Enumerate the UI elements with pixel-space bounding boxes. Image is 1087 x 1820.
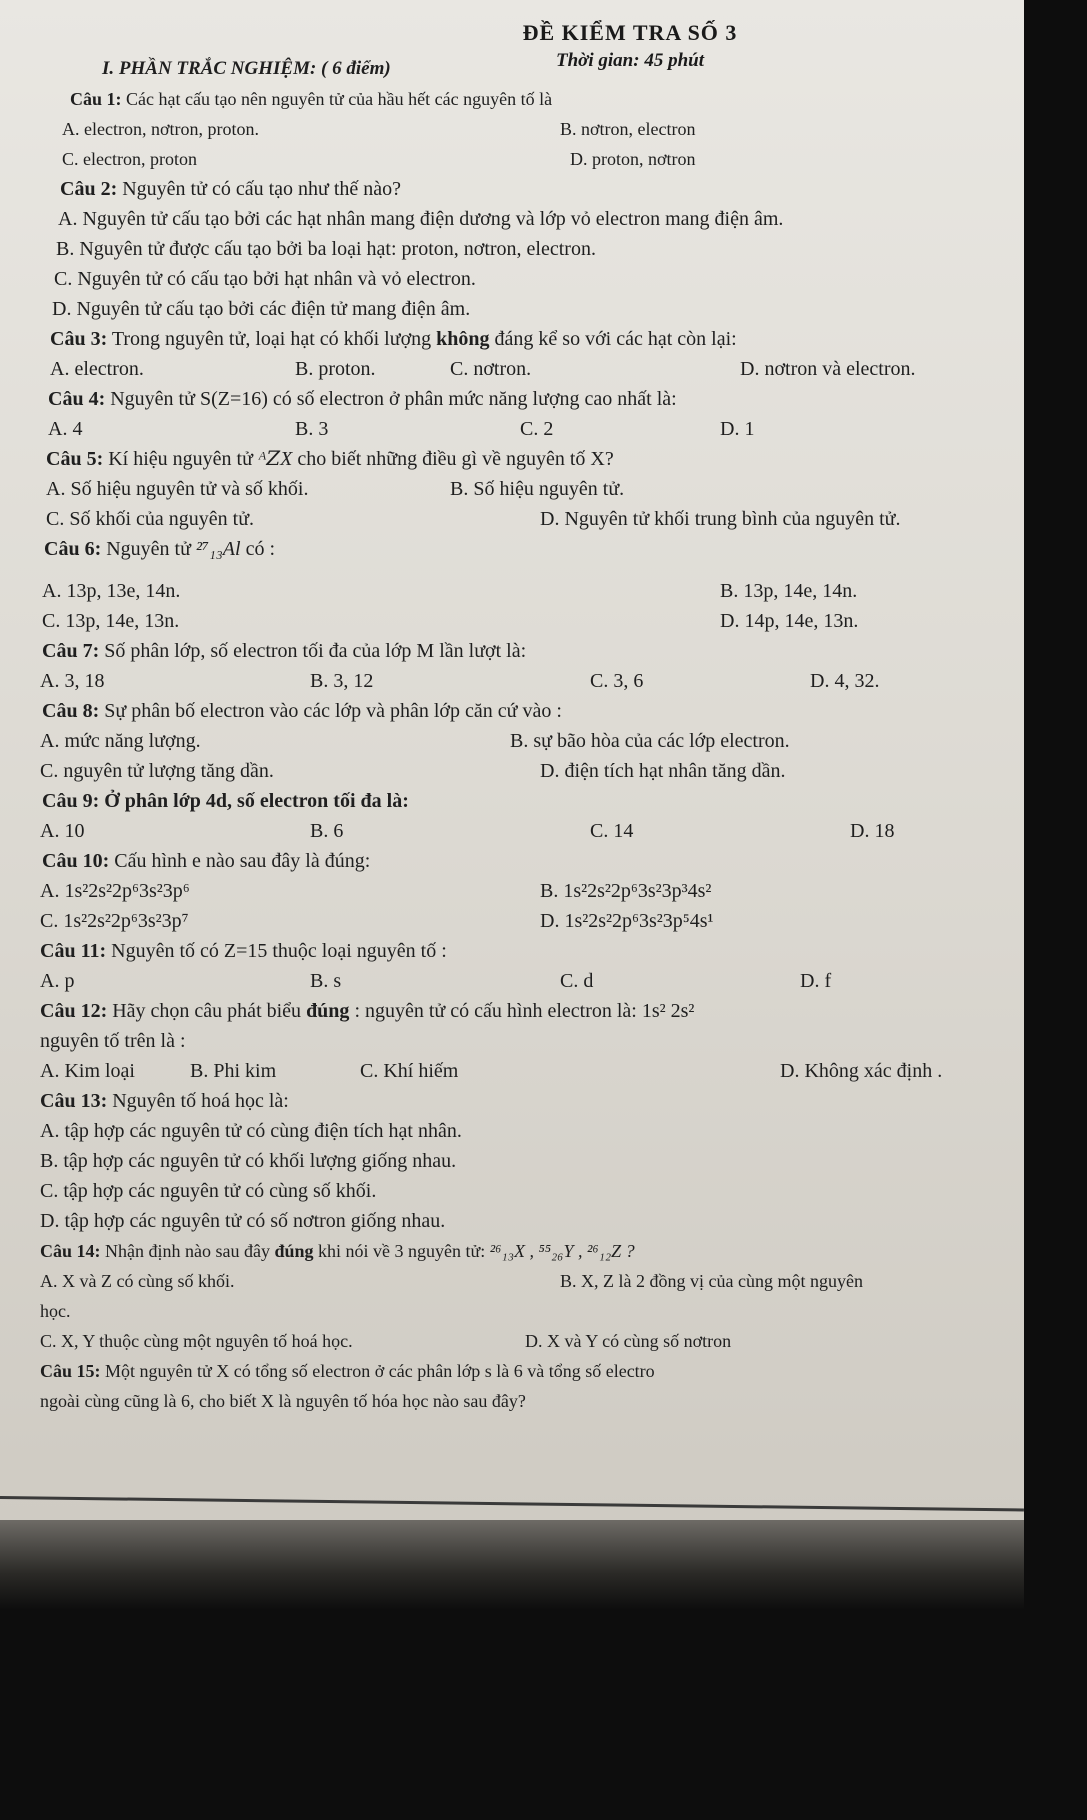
option-d-row [40,294,1025,324]
options-row [40,1326,1025,1356]
question-1 [40,84,1025,114]
question-2 [40,174,1025,204]
question-label: Câu 5: [46,448,104,470]
option-b: B. 3 [295,418,329,440]
question-text: Nhận định nào sau đây [105,1241,270,1261]
question-label: Câu 7: [42,640,100,662]
question-label: Câu 2: [60,178,118,200]
question-6 [40,534,1025,576]
option-c: C. 13p, 14e, 13n. [42,610,180,632]
option-c: C. 3, 6 [590,670,644,692]
options-row [40,756,1025,786]
question-9 [40,786,1025,816]
question-text-2: có : [245,538,276,560]
options-row [40,504,1025,534]
question-label: Câu 3: [50,328,108,350]
question-text: Nguyên tố có Z=15 thuộc loại nguyên tố : [111,940,447,962]
option-a: A. Số hiệu nguyên tử và số khối. [46,478,309,500]
option-c: C. X, Y thuộc cùng một nguyên tố hoá học. [40,1331,353,1351]
question-label: Câu 15: [40,1361,101,1381]
question-label: Câu 14: [40,1241,101,1261]
option-d: D. 4, 32. [810,670,880,692]
options-row [40,966,1025,996]
question-13 [40,1086,1025,1116]
options-row [40,144,1025,174]
option-b: B. 6 [310,820,344,842]
option-d: D. f [800,970,832,992]
question-11 [40,936,1025,966]
option-c: C. d [560,970,594,992]
question-label: Câu 4: [48,388,106,410]
option-b-tail: học. [40,1301,71,1321]
option-d: D. Không xác định . [780,1060,943,1082]
question-text: Các hạt cấu tạo nên nguyên tử của hầu hết các nguyên tố là [126,89,553,109]
option-a: A. X và Z có cùng số khối. [40,1271,235,1291]
question-text-3: nguyên tố trên là : [40,1030,186,1052]
footer-rule [0,1496,1024,1512]
question-label: Câu 10: [42,850,110,872]
option-b: B. 13p, 14e, 14n. [720,580,858,602]
option-a-row [40,1116,1025,1146]
question-8 [40,696,1025,726]
option-b: B. nơtron, electron [560,119,696,139]
question-label: Câu 6: [44,538,102,560]
option-a: A. electron, nơtron, proton. [62,119,259,139]
question-7 [40,636,1025,666]
question-label: Câu 8: [42,700,100,722]
option-d: D. Nguyên tử cấu tạo bởi các điện tử mang điện âm. [52,298,471,320]
question-15 [40,1356,1025,1386]
question-text: Kí hiệu nguyên tử [108,448,253,470]
option-c: C. 2 [520,418,554,440]
section-title: I. PHẦN TRẮC NGHIỆM: ( 6 điểm) [102,58,391,79]
option-a: A. mức năng lượng. [40,730,201,752]
options-row [40,354,1025,384]
question-10 [40,846,1025,876]
question-emphasis: đúng [274,1241,314,1261]
option-a: A. 1s²2s²2p⁶3s²3p⁶ [40,880,190,902]
option-d: D. proton, nơtron [570,149,696,169]
option-a: A. 13p, 13e, 14n. [42,580,181,602]
option-b: B. sự bão hòa của các lớp electron. [510,730,790,752]
question-text-2: : nguyên tử có cấu hình electron là: 1s² 2s² [354,1000,695,1022]
option-d: D. 1 [720,418,755,440]
question-emphasis: không [436,328,490,350]
option-a: A. 4 [48,418,83,440]
question-label: Câu 13: [40,1090,108,1112]
option-b: B. proton. [295,358,376,380]
question-label: Câu 11: [40,940,107,962]
question-text: Một nguyên tử X có tổng số electron ở các phân lớp s là 6 và tổng số electro [105,1361,655,1381]
question-text-2: khi nói về 3 nguyên tử: [318,1241,486,1261]
question-text: Trong nguyên tử, loại hạt có khối lượng [111,328,432,350]
option-c: C. 14 [590,820,634,842]
exam-title: ĐỀ KIỂM TRA SỐ 3 [522,20,738,45]
question-text: Hãy chọn câu phát biểu [112,1000,302,1022]
option-d: D. 14p, 14e, 13n. [720,610,859,632]
option-c: C. nơtron. [450,358,532,380]
option-c: C. tập hợp các nguyên tử có cùng số khối. [40,1180,377,1202]
question-label: Câu 12: [40,1000,108,1022]
option-a-row [40,204,1025,234]
question-text: Nguyên tử [106,538,191,560]
option-d: D. điện tích hạt nhân tăng dần. [540,760,786,782]
question-text: Nguyên tử S(Z=16) có số electron ở phân mức năng lượng cao nhất là: [110,388,677,410]
option-a: A. Nguyên tử cấu tạo bởi các hạt nhân mang điện dương và lớp vỏ electron mang điện âm. [58,208,784,230]
question-14 [40,1236,1025,1266]
option-c: C. Số khối của nguyên tử. [46,508,255,530]
question-text: Ở phân lớp 4d, số electron tối đa là: [104,790,409,812]
atom-symbol: ᴬ𝑍X [257,448,293,470]
question-15-line2 [40,1386,1025,1416]
option-d: D. 1s²2s²2p⁶3s²3p⁵4s¹ [540,910,714,932]
options-row [40,576,1025,606]
option-c-row [40,264,1025,294]
option-d: D. nơtron và electron. [740,358,916,380]
option-c-row [40,1176,1025,1206]
atom-symbol: ²⁷₁₃Al [195,538,241,560]
option-b: B. tập hợp các nguyên tử có khối lượng giống nhau. [40,1150,457,1172]
options-row [40,114,1025,144]
option-a: A. Kim loại [40,1060,135,1082]
atom-symbols: ²⁶₁₃X , ⁵⁵₂₆Y , ²⁶₁₂Z ? [489,1241,635,1261]
question-emphasis: đúng [306,1000,350,1022]
option-b: B. s [310,970,342,992]
option-c: C. Khí hiếm [360,1060,459,1082]
exam-time: Thời gian: 45 phút [556,50,704,71]
question-label: Câu 1: [70,89,122,109]
option-c: C. electron, proton [62,149,197,169]
options-row [40,816,1025,846]
options-row [40,1266,1025,1296]
question-5 [40,444,1025,474]
question-text: Số phân lớp, số electron tối đa của lớp M lần lượt là: [104,640,527,662]
question-text-2: cho biết những điều gì về nguyên tố X? [297,448,614,470]
question-text: Cấu hình e nào sau đây là đúng: [114,850,371,872]
question-text: Nguyên tố hoá học là: [112,1090,289,1112]
option-b: B. Nguyên tử được cấu tạo bởi ba loại hạt: proton, nơtron, electron. [56,238,596,260]
question-label: Câu 9: [42,790,100,812]
options-row [40,876,1025,906]
question-12-line2 [40,1026,1025,1056]
question-12 [40,996,1025,1026]
option-b: B. Số hiệu nguyên tử. [450,478,625,500]
options-row [40,666,1025,696]
option-d-row [40,1206,1025,1236]
question-3 [40,324,1025,354]
options-row [40,414,1025,444]
option-a: A. p [40,970,75,992]
options-row [40,474,1025,504]
question-text: Nguyên tử có cấu tạo như thế nào? [122,178,402,200]
options-row [40,726,1025,756]
option-c: C. Nguyên tử có cấu tạo bởi hạt nhân và vỏ electron. [54,268,476,290]
option-d: D. X và Y có cùng số nơtron [525,1331,732,1351]
question-text-2: đáng kể so với các hạt còn lại: [494,328,737,350]
options-row [40,906,1025,936]
option-d: D. tập hợp các nguyên tử có số nơtron giống nhau. [40,1210,446,1232]
option-c: C. 1s²2s²2p⁶3s²3p⁷ [40,910,189,932]
option-b: B. 3, 12 [310,670,374,692]
options-row [40,606,1025,636]
option-b: B. Phi kim [190,1060,277,1082]
option-a: A. electron. [50,358,144,380]
question-text: Sự phân bố electron vào các lớp và phân lớp căn cứ vào : [104,700,562,722]
option-c: C. nguyên tử lượng tăng dần. [40,760,274,782]
options-row [40,1056,1025,1086]
option-d: D. Nguyên tử khối trung bình của nguyên tử. [540,508,901,530]
option-d: D. 18 [850,820,895,842]
question-4 [40,384,1025,414]
option-b-continuation [40,1296,1025,1326]
option-b-row [40,234,1025,264]
exam-body [40,58,1025,1416]
question-text-2: ngoài cùng cũng là 6, cho biết X là nguyên tố hóa học nào sau đây? [40,1391,526,1411]
option-b: B. X, Z là 2 đồng vị của cùng một nguyên [560,1271,863,1291]
option-b: B. 1s²2s²2p⁶3s²3p³4s² [540,880,712,902]
option-a: A. tập hợp các nguyên tử có cùng điện tích hạt nhân. [40,1120,462,1142]
option-a: A. 10 [40,820,85,842]
option-a: A. 3, 18 [40,670,105,692]
option-b-row [40,1146,1025,1176]
page-shadow [0,1520,1024,1610]
